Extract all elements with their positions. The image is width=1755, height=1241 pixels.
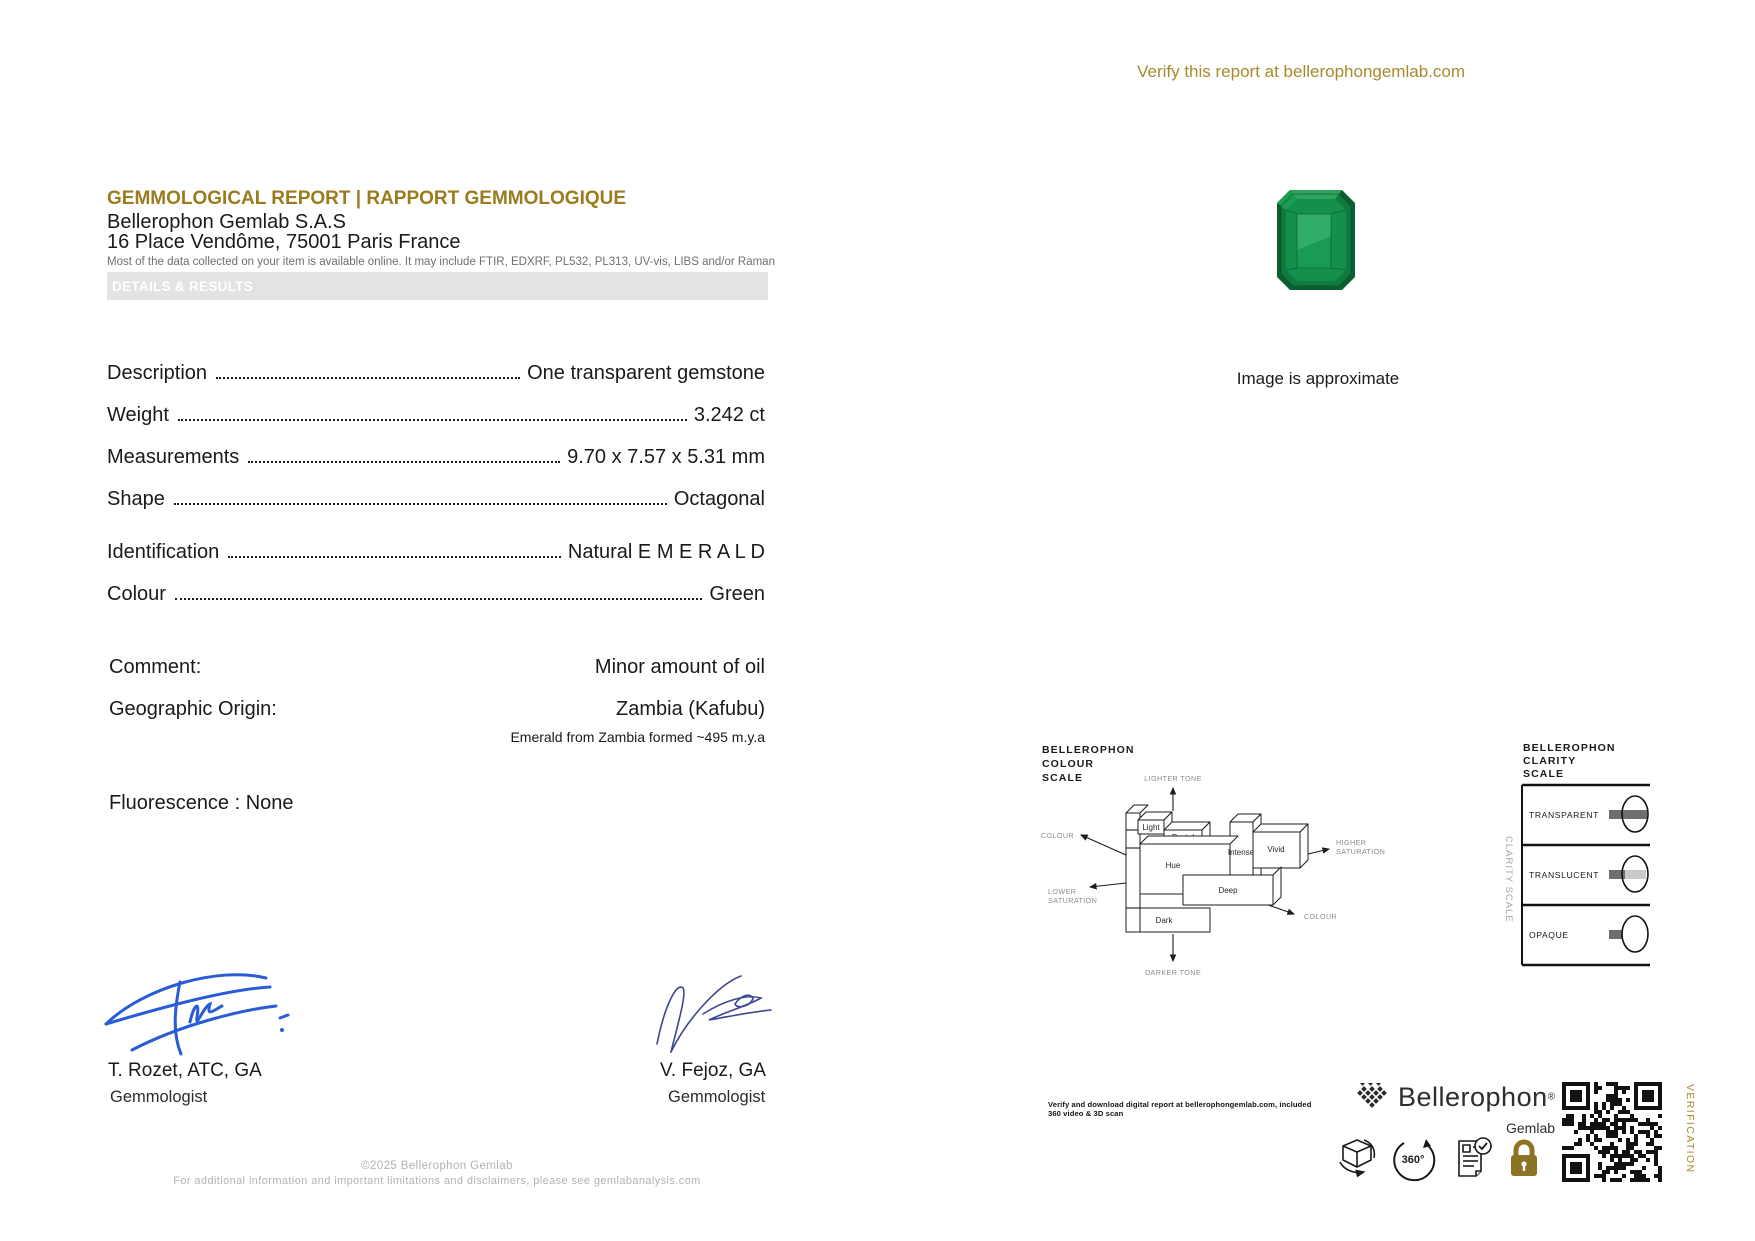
verification-side-label: VERIFICATION: [1684, 1084, 1696, 1174]
detail-label: Description: [107, 362, 208, 384]
colour-upper-left-label: COLOUR: [1040, 831, 1074, 840]
detail-row-identification: [107, 541, 765, 564]
dark-box: Dark: [1155, 916, 1173, 925]
gem-image-caption: Image is approximate: [1236, 369, 1400, 388]
clarity-scale: [1480, 735, 1755, 985]
fluorescence-row: Fluorescence : None: [109, 792, 294, 814]
dotted-leader: [174, 503, 667, 505]
verify-report-link[interactable]: Verify this report at bellerophongemlab.com: [1137, 62, 1465, 81]
svg-text:SATURATION: SATURATION: [1048, 896, 1098, 905]
detail-label: Shape: [107, 488, 165, 510]
footer: [107, 1160, 767, 1187]
detail-value: Octagonal: [673, 488, 765, 510]
svg-text:CLARITY: CLARITY: [1523, 755, 1577, 767]
svg-text:SCALE: SCALE: [1523, 768, 1565, 780]
brand-sub: Gemlab: [1506, 1120, 1556, 1136]
vivid-box: Vivid: [1267, 845, 1285, 854]
detail-label: Measurements: [107, 446, 240, 468]
detail-row-colour: [107, 583, 765, 606]
lock-icon: [1506, 1138, 1542, 1180]
detail-label: Colour: [107, 583, 166, 605]
svg-text:COLOUR: COLOUR: [1042, 758, 1095, 770]
lab-address: 16 Place Vendôme, 75001 Paris France: [107, 231, 461, 253]
report-document-icon: [1449, 1136, 1495, 1182]
detail-value: 9.70 x 7.57 x 5.31 mm: [567, 446, 765, 468]
svg-text:SATURATION: SATURATION: [1336, 847, 1386, 856]
comment-row: [109, 656, 765, 679]
dotted-leader: [178, 419, 687, 421]
opaque-label: OPAQUE: [1529, 930, 1569, 940]
dotted-leader: [248, 461, 560, 463]
brand-name: Bellerophon: [1398, 1082, 1548, 1112]
copyright: ©2025 Bellerophon Gemlab: [361, 1160, 513, 1172]
hue-box: Hue: [1165, 861, 1181, 870]
svg-text:SCALE: SCALE: [1042, 772, 1084, 784]
translucent-label: TRANSLUCENT: [1529, 870, 1600, 880]
bellerophon-logo-icon: [1352, 1082, 1392, 1116]
detail-label: Identification: [107, 541, 220, 563]
gemmologist-title-1: Gemmologist: [110, 1088, 208, 1106]
lower-saturation-label: LOWER: [1048, 887, 1077, 896]
colour-scale-diagram: [1030, 735, 1395, 990]
lighter-tone-label: LIGHTER TONE: [1144, 774, 1202, 783]
origin-note: Emerald from Zambia formed ~495 m.y.a: [510, 729, 765, 745]
3d-scan-icon: [1334, 1134, 1380, 1180]
darker-tone-label: DARKER TONE: [1144, 968, 1202, 977]
detail-value: Natural E M E R A L D: [567, 541, 765, 563]
registered-mark: ®: [1547, 1091, 1555, 1103]
detail-value: One transparent gemstone: [527, 362, 765, 384]
deep-box: Deep: [1218, 886, 1238, 895]
gemstone-image: [1277, 190, 1355, 290]
details-results-label: DETAILS & RESULTS: [112, 278, 254, 294]
details-results-header: [107, 272, 768, 300]
detail-row-shape: [107, 488, 765, 511]
digital-report-note: Verify and download digital report at bellerophongemlab.com, included 360 video & 3D scan: [1048, 1100, 1312, 1118]
data-availability-note: Most of the data collected on your item is available online. It may include FTIR, EDXRF, PL532, PL313, UV-vis, LIBS and/or Raman: [107, 256, 775, 268]
intense-box: Intense: [1227, 848, 1255, 857]
dotted-leader: [228, 556, 561, 558]
disclaimer: For additional information and important limitations and disclaimers, please see gemlabanalysis.com: [173, 1175, 701, 1187]
gemmologist-name-1: T. Rozet, ATC, GA: [108, 1060, 262, 1081]
origin-label: Geographic Origin:: [109, 698, 277, 720]
detail-row-weight: [107, 404, 765, 427]
origin-row: [109, 698, 765, 721]
signature-rozet: [98, 962, 308, 1062]
higher-saturation-label: HIGHER: [1336, 838, 1367, 847]
detail-value: Green: [709, 583, 765, 605]
comment-label: Comment:: [109, 656, 202, 678]
detail-row-description: [107, 362, 765, 385]
detail-row-measurements: [107, 446, 765, 469]
dotted-leader: [216, 377, 520, 379]
gemmologist-title-2: Gemmologist: [668, 1088, 766, 1106]
gemmologist-name-2: V. Fejoz, GA: [660, 1060, 766, 1081]
360-video-icon: [1390, 1136, 1436, 1182]
colour-scale-title: BELLEROPHON: [1042, 744, 1135, 756]
360-label: 360°: [1401, 1154, 1425, 1166]
qr-code: [1562, 1082, 1662, 1182]
transparent-label: TRANSPARENT: [1529, 810, 1599, 820]
signature-fejoz: [645, 972, 795, 1062]
dotted-leader: [175, 598, 702, 600]
lab-name: Bellerophon Gemlab S.A.S: [107, 211, 347, 233]
light-box: Light: [1142, 823, 1160, 832]
detail-value: 3.242 ct: [693, 404, 765, 426]
report-title: GEMMOLOGICAL REPORT | RAPPORT GEMMOLOGIQUE: [107, 188, 627, 209]
clarity-scale-title: BELLEROPHON: [1523, 742, 1616, 754]
detail-label: Weight: [107, 404, 169, 426]
comment-value: Minor amount of oil: [594, 656, 765, 678]
origin-value: Zambia (Kafubu): [616, 698, 765, 720]
brand-wordmark: [1398, 1082, 1555, 1113]
clarity-scale-side-label: CLARITY SCALE: [1503, 836, 1514, 923]
colour-lower-right-label: COLOUR: [1304, 912, 1338, 921]
